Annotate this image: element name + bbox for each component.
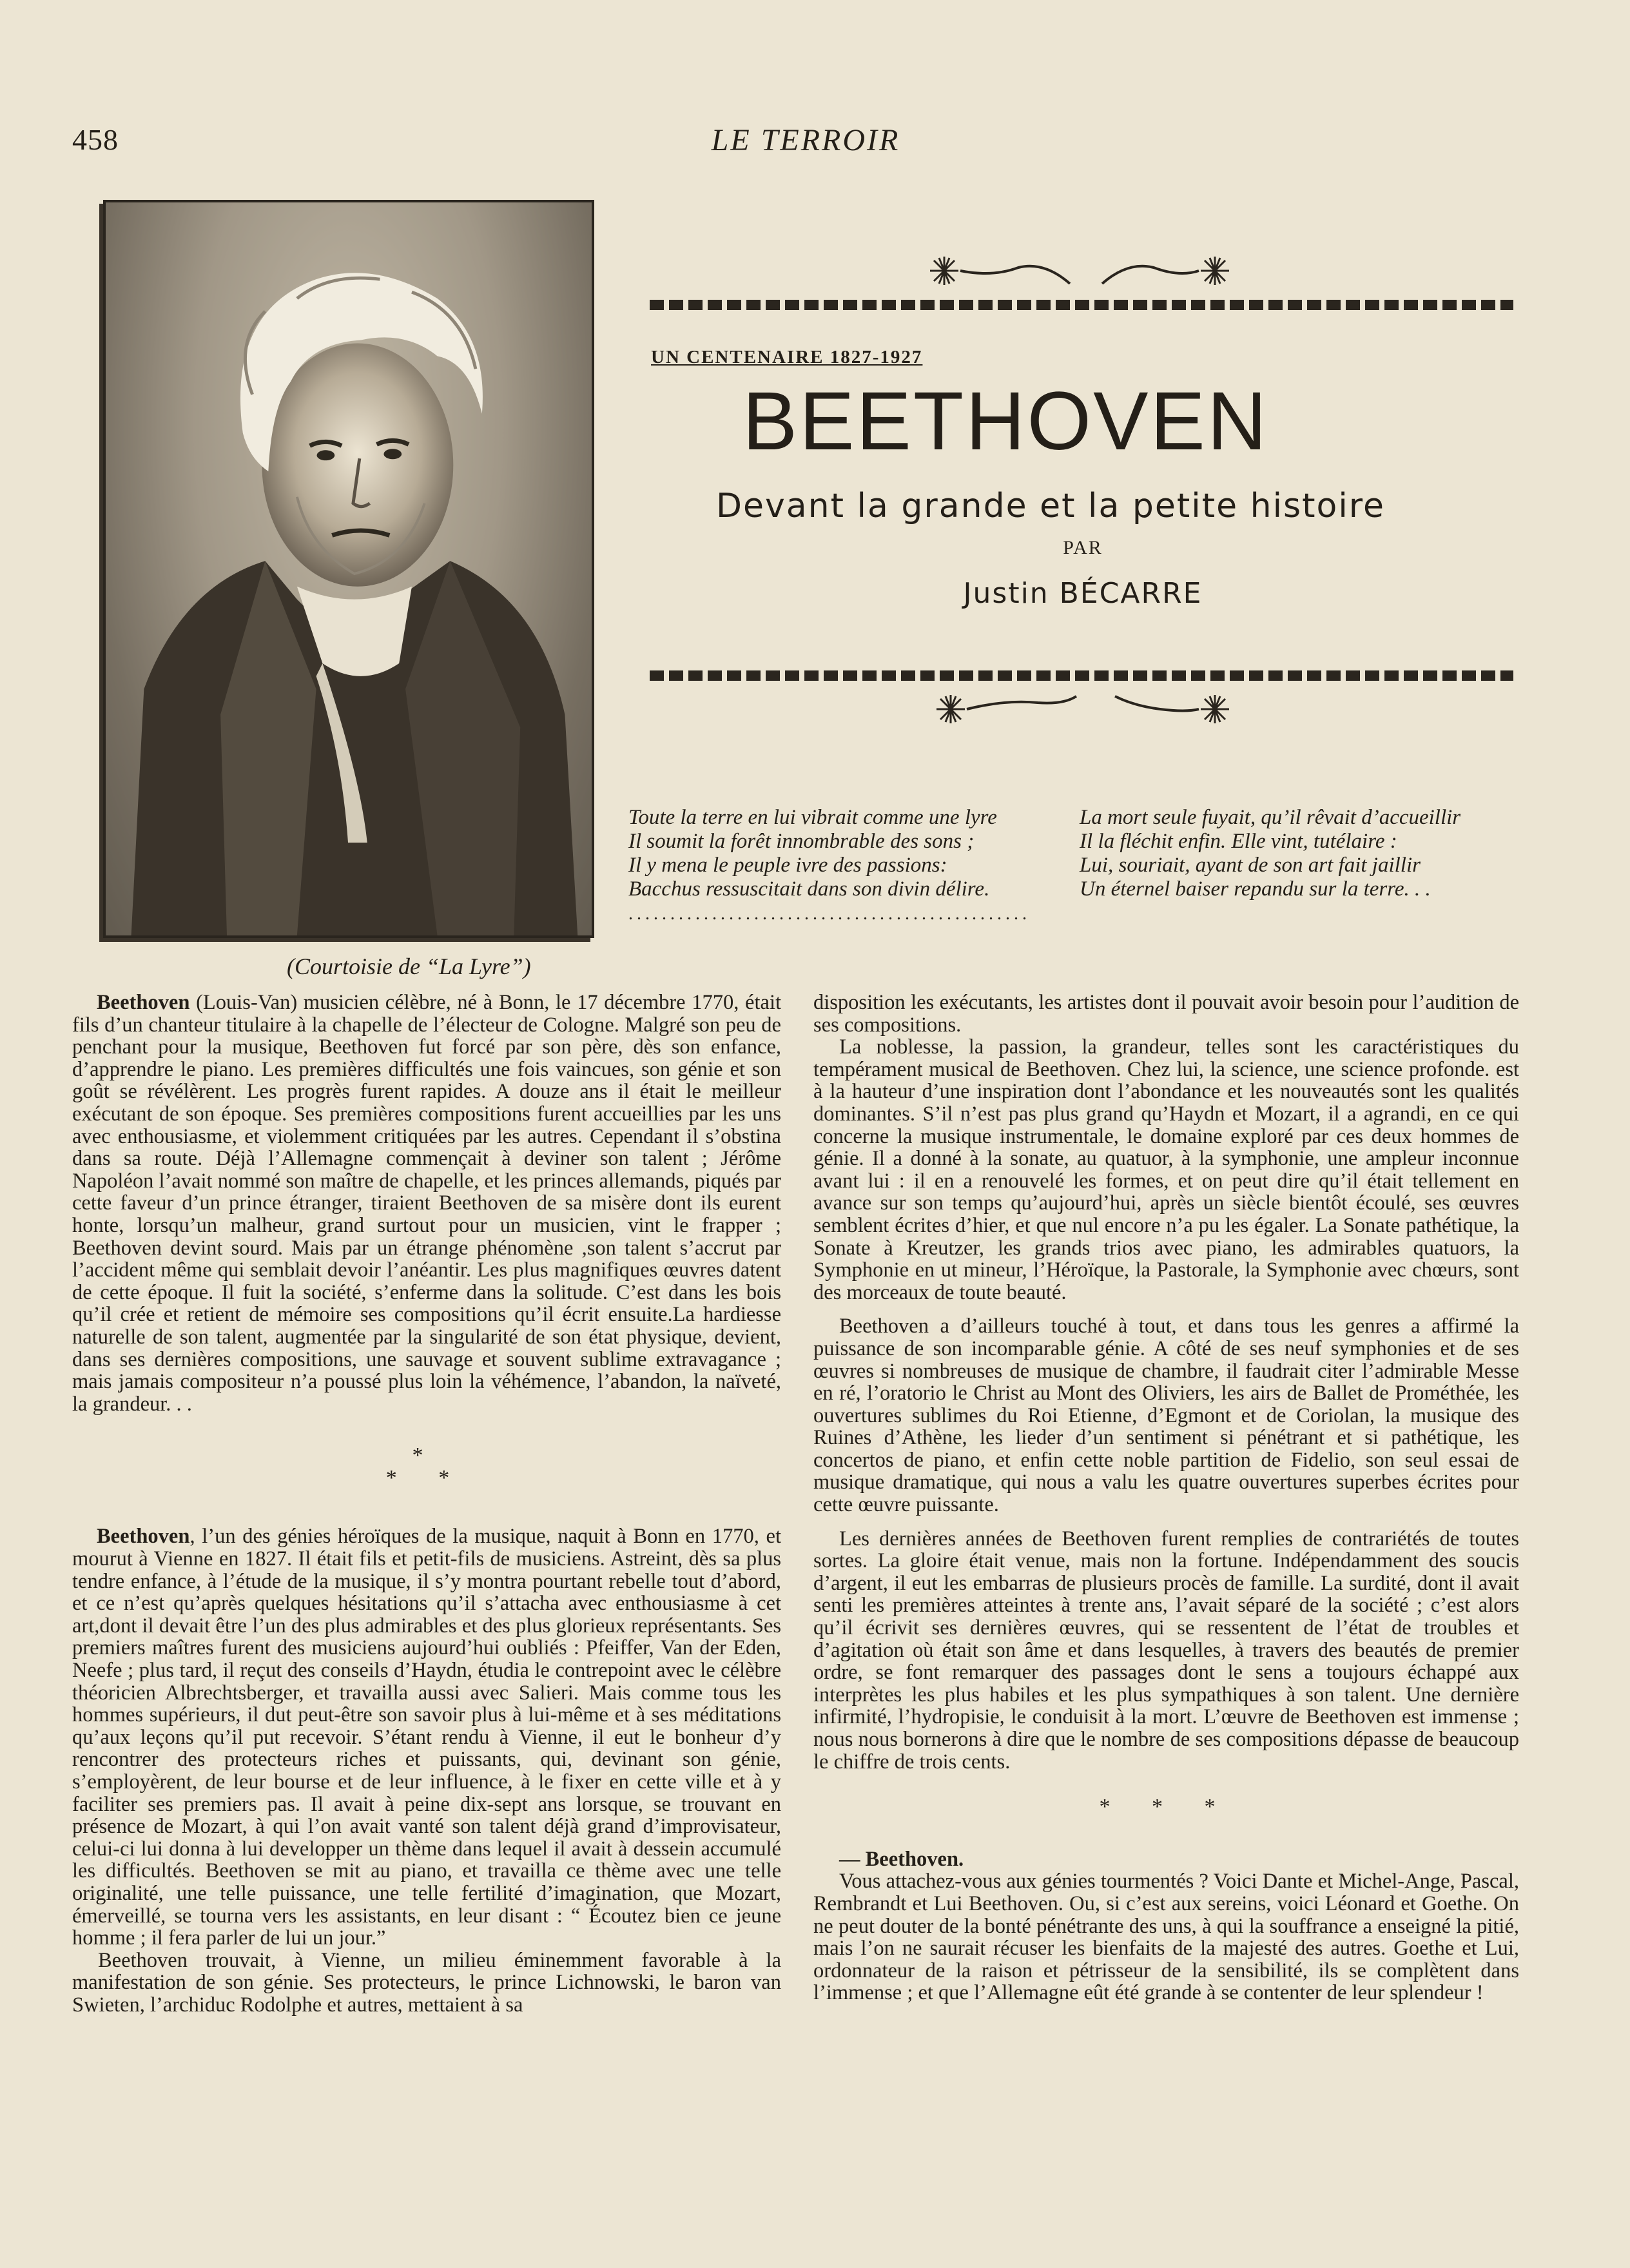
verse-dotted-rule: ................................................ <box>628 904 1031 924</box>
portrait-caption: (Courtoisie de “La Lyre”) <box>287 953 531 979</box>
paragraph: disposition les exécutants, les artistes dont il pouvait avoir besoin pour l’audition de ses compositions. <box>813 991 1519 1037</box>
paragraph: Beethoven a d’ailleurs touché à tout, et dans tous les genres a affirmé la puissance de son incomparable génie. A côté de ses neuf symphonies et de ses œuvres si nombreuses de musique de chambre, il faudrait citer l’admirable Messe en ré, l’oratorio le Christ au Mont des Oliviers, les airs de Ballet de Prométhée, les ouvertures sublimes du Roi Etienne, d’Egmont et de Coriolan, la musique des Ruines d’Athène, les lieder d’un sentiment si pénétrant et si pathétique, les concertos de piano, et enfin cette noble partition de Fidelio, son seul essai de musique dramatique, qui nous a valu les quatre ouvertures superbes écrites pour cette œuvre puissante. <box>813 1315 1519 1517</box>
portrait-drawing <box>106 202 592 935</box>
paragraph <box>813 1848 1519 1871</box>
paragraph: Beethoven trouvait, à Vienne, un milieu éminemment favorable à la manifestation de son génie. Ses protecteurs, le prince Lichnowski, le baron van Swieten, l’archiduc Rodolphe et autres, mettaient à sa <box>72 1948 781 2017</box>
verse-right <box>1080 806 1531 901</box>
section-stars: * * * <box>1099 1795 1234 1819</box>
byline-par: PAR <box>1063 537 1103 558</box>
bottom-flourish-ornament <box>645 687 1518 732</box>
page-number: 458 <box>72 123 119 156</box>
article-title: BEETHOVEN <box>742 375 1269 467</box>
verse-line: Lui, souriait, ayant de son art fait jaillir <box>1080 854 1421 877</box>
top-flourish-ornament <box>645 248 1518 293</box>
lead-name: Beethoven <box>97 991 190 1014</box>
bottom-dashed-rule <box>650 670 1513 681</box>
article-subtitle: Devant la grande et la petite histoire <box>716 487 1385 525</box>
verse-line: Il y mena le peuple ivre des passions: <box>628 854 947 877</box>
paragraph: Vous attachez-vous aux génies tourmentés ? Voici Dante et Michel-Ange, Pascal, Rembrandt et Lui Beethoven. Ou, si c’est aux sereins, voici Léonard et Goethe. On ne peut douter de la bonté pénétrante des uns, à qui la souffrance a enseigné la pitié, mais l’on ne saurait récuser les bienfaits de la majesté des autres. Goethe et Lui, ordonnateur de la raison et pétrisseur de la sensibilité, ils se complètent dans l’immense ; et que l’Allemagne eût été grande à se contenter de leur splendeur ! <box>813 1870 1519 2005</box>
paragraph: Les dernières années de Beethoven furent remplies de contrariétés de toutes sortes. La gloire était venue, mais non la fortune. Indépendamment des soucis d’argent, il eut les embarras de plusieurs procès de famille. La surdité, dont il avait senti les premières atteintes à trente ans, l’avait séparé de la société ; c’est alors qu’il écrivit ses dernières œuvres, qui se ressentent de l’état de troubles et d’agitation où était son âme et dans lesquelles, à travers des beautés de premier ordre, se font remarquer des passages dont le sens a toujours échappé aux interprètes les plus habiles et les plus sympathiques à son talent. Une dernière infirmité, l’hydropisie, le conduisit à la mort. L’œuvre de Beethoven est immense ; nous nous bornerons à dire que le nombre de ses compositions dépasse de beaucoup le chiffre de trois cents. <box>813 1527 1519 1774</box>
paragraph <box>72 992 781 1415</box>
verse-line: Un éternel baiser repandu sur la terre. . . <box>1080 877 1431 901</box>
section-stars: * * <box>385 1465 468 1490</box>
verse-line: Il la fléchit enfin. Elle vint, tutélaire : <box>1080 830 1397 853</box>
paragraph-text: (Louis-Van) musicien célèbre, né à Bonn, le 17 décembre 1770, était fils d’un chanteur titulaire à la chapelle de l’électeur de Cologne. Malgré son peu de penchant pour la musique, Beethoven fut forcé par son père, dès son enfance, d’apprendre le piano. Les premières difficultés une fois vaincues, son génie et son goût se révélèrent. Les progrès furent rapides. A douze ans il était le meilleur exécutant de son époque. Ses premières compositions furent accueillies par les uns avec enthousiasme, et violemment critiquées par les autres. Cependant il s’obstina dans sa route. Déjà l’Allemagne commençait à deviner son talent ; Jérôme Napoléon l’avait nommé son maître de chapelle, et les princes allemands, piqués par cette faveur d’un prince étranger, tiraient Beethoven de sa misère dont ils eurent honte, lorsqu’un malheur, grand surtout pour un musicien, vint le frapper ; Beethoven devint sourd. Mais par un étrange phénomène ,son talent s’accrut par l’accident même qui semblait devoir l’anéantir. Les plus magnifiques œuvres datent de cette époque. Il fuit la société, s’enferme dans la solitude. C’est dans les bois qu’il crée et retient de mémoire ses compositions qu’il écrit ensuite.La hardiesse naturelle de son talent, augmentée par la singularité de son état physique, devient, dans ses dernières compositions, une sauvage et souvent sublime extravagance ; mais jamais compositeur n’a poussé plus loin la véhémence, l’abandon, la naïveté, la grandeur. . . <box>72 991 781 1416</box>
verse-line: Toute la terre en lui vibrait comme une lyre <box>628 806 997 829</box>
paragraph: La noblesse, la passion, la grandeur, telles sont les caractéristiques du tempérament musical de Beethoven. Chez lui, la science, une science profonde. est à la hauteur d’une inspiration dont l’abondance et les nouveautés sont les qualités dominantes. S’il n’est pas plus grand qu’Haydn et Mozart, il a agrandi, en ce qui concerne la musique instrumentale, le domaine exploré par ces deux hommes de génie. Il a donné à la sonate, au quatuor, à la symphonie, une ampleur inconnue avant lui : il en a renouvelé les formes, et on peut dire qu’il était tellement en avance sur son temps qu’aujourd’hui, après un siècle bientôt écoulé, ses œuvres semblent écrites d’hier, et que nul encore n’a pu les égaler. La Sonate pathétique, la Sonate à Kreutzer, les grands trios avec piano, les admirables quatuors, la Symphonie en ut mineur, l’Héroïque, la Pastorale, la Symphonie avec chœurs, sont des morceaux de toute beauté. <box>813 1035 1519 1304</box>
beethoven-portrait <box>103 200 594 938</box>
running-head: LE TERROIR <box>711 123 900 157</box>
top-dashed-rule <box>650 300 1513 310</box>
paragraph-text: , l’un des génies héroïques de la musique, naquit à Bonn en 1770, et mourut à Vienne en 1827. Il était fils et petit-fils de musiciens. Astreint, dès sa plus tendre enfance, à l’étude de la musique, il s’y montra pourtant rebelle tout d’abord, et ce n’est qu’après quelques hésitations qu’il s’attacha avec enthousiasme à cet art,dont il devait être l’un des plus admirables et des plus glorieux représentants. Ses premiers maîtres furent des musiciens aujourd’hui oubliés : Pfeiffer, Van der Eden, Neefe ; plus tard, il reçut des conseils d’Haydn, étudia le contrepoint avec le célèbre théoricien Albrechtsberger, et travailla aussi avec Salieri. Mais comme tous les hommes supérieurs, il dut peut-être son savoir plus à lui-même et à ses méditations qu’aux leçons qu’il put recevoir. S’étant rendu à Vienne, il eut le bonheur d’y rencontrer des protecteurs riches et puissants, qui, devinant son génie, s’employèrent, de leur bourse et de leur influence, à le fixer en cette ville et à y faciliter ses premiers pas. Il avait à peine dix-sept ans lorsque, se trouvant en présence de Mozart, à qui l’on avait vanté son talent déjà grand d’improvisateur, celui-ci lui donna à lui developper un thème dans lequel il avait à dessein accumulé les difficultés. Beethoven se mit au piano, et travailla ce thème avec une telle originalité, une telle puissance, une telle fertilité d’imagination, que Mozart, émerveillé, se tourna vers les assistants, en leur disant : “ Écoutez bien ce jeune homme ; il fera parler de lui un jour.” <box>72 1525 781 1950</box>
verse-line: Il soumit la forêt innombrable des sons ; <box>628 830 975 853</box>
verse-line: La mort seule fuyait, qu’il rêvait d’accueillir <box>1080 806 1461 829</box>
lead-name: Beethoven <box>97 1525 190 1549</box>
lead-name: — Beethoven. <box>839 1847 964 1871</box>
left-column <box>72 992 781 2017</box>
paragraph <box>72 1525 781 1949</box>
verse-left <box>628 806 1067 901</box>
section-stars: * <box>412 1443 441 1468</box>
verse-line: Bacchus ressuscitait dans son divin délire. <box>628 877 990 901</box>
centenary-subhead: UN CENTENAIRE 1827-1927 <box>651 347 923 367</box>
right-column <box>813 992 1519 2004</box>
author-name: Justin BÉCARRE <box>963 577 1203 610</box>
